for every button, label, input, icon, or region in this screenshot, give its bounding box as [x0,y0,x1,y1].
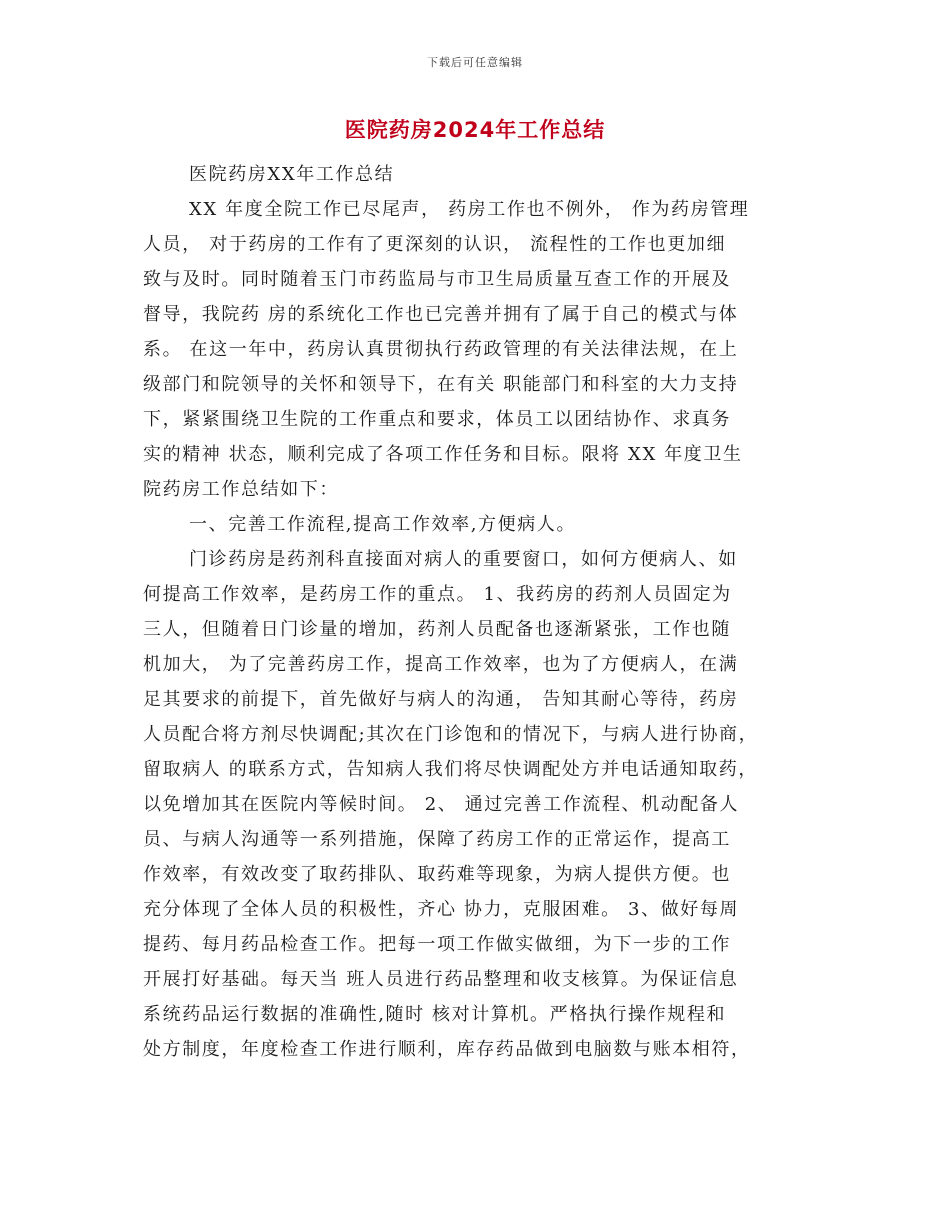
paragraph-line: 门诊药房是药剂科直接面对病人的重要窗口，如何方便病人、如 [189,549,738,570]
paragraph-line: 以免增加其在医院内等候时间。 2、 通过完善工作流程、机动配备人 [143,794,740,815]
paragraph-line: 人员配合将方剂尽快调配;其次在门诊饱和的情况下，与病人进行协商， [143,724,759,745]
paragraph-line: 员、与病人沟通等一系列措施，保障了药房工作的正常运作，提高工 [143,829,731,850]
document-body [143,157,811,1067]
paragraph-line: 级部门和院领导的关怀和领导下，在有关 职能部门和科室的大力支持 [143,374,739,395]
paragraph-line: 三人，但随着日门诊量的增加，药剂人员配备也逐渐紧张，工作也随 [143,619,731,640]
paragraph-line: 作效率，有效改变了取药排队、取药难等现象，为病人提供方便。也 [143,864,731,885]
paragraph-line: 系统药品运行数据的准确性,随时 核对计算机。严格执行操作规程和 [143,1004,727,1025]
paragraph-line: XX 年度全院工作已尽尾声， 药房工作也不例外， 作为药房管理 [189,199,750,220]
paragraph-line: 提药、每月药品检查工作。把每一项工作做实做细，为下一步的工作 [143,934,731,955]
subtitle-line: 医院药房XX年工作总结 [189,164,395,185]
paragraph-line: 致与及时。同时随着玉门市药监局与市卫生局质量互查工作的开展及 [143,269,731,290]
paragraph-line: 督导，我院药 房的系统化工作也已完善并拥有了属于自己的模式与体 [143,304,739,325]
paragraph-line: 足其要求的前提下，首先做好与病人的沟通， 告知其耐心等待，药房 [143,689,739,710]
paragraph-line: 充分体现了全体人员的积极性，齐心 协力，克服困难。 3、做好每周 [143,899,740,920]
header-note: 下载后可任意编辑 [427,56,523,69]
paragraph-line: 开展打好基础。每天当 班人员进行药品整理和收支核算。为保证信息 [143,969,739,990]
paragraph-line: 下，紧紧围绕卫生院的工作重点和要求，体员工以团结协作、求真务 [143,409,731,430]
paragraph-line: 实的精神 状态，顺利完成了各项工作任务和目标。限将 XX 年度卫生 [143,444,743,465]
document-title: 医院药房2024年工作总结 [344,118,606,142]
paragraph-line: 留取病人 的联系方式，告知病人我们将尽快调配处方并电话通知取药， [143,759,758,780]
paragraph-line: 系。 在这一年中，药房认真贯彻执行药政管理的有关法律法规，在上 [143,339,739,360]
paragraph-line: 处方制度，年度检查工作进行顺利，库存药品做到电脑数与账本相符， [143,1039,751,1060]
paragraph-line: 机加大， 为了完善药房工作，提高工作效率，也为了方便病人，在满 [143,654,739,675]
paragraph-line: 院药房工作总结如下： [143,479,339,500]
section-heading: 一、完善工作流程,提高工作效率,方便病人。 [189,514,577,535]
paragraph-line: 何提高工作效率，是药房工作的重点。 1、我药房的药剂人员固定为 [143,584,732,605]
paragraph-line: 人员， 对于药房的工作有了更深刻的认识， 流程性的工作也更加细 [143,234,727,255]
